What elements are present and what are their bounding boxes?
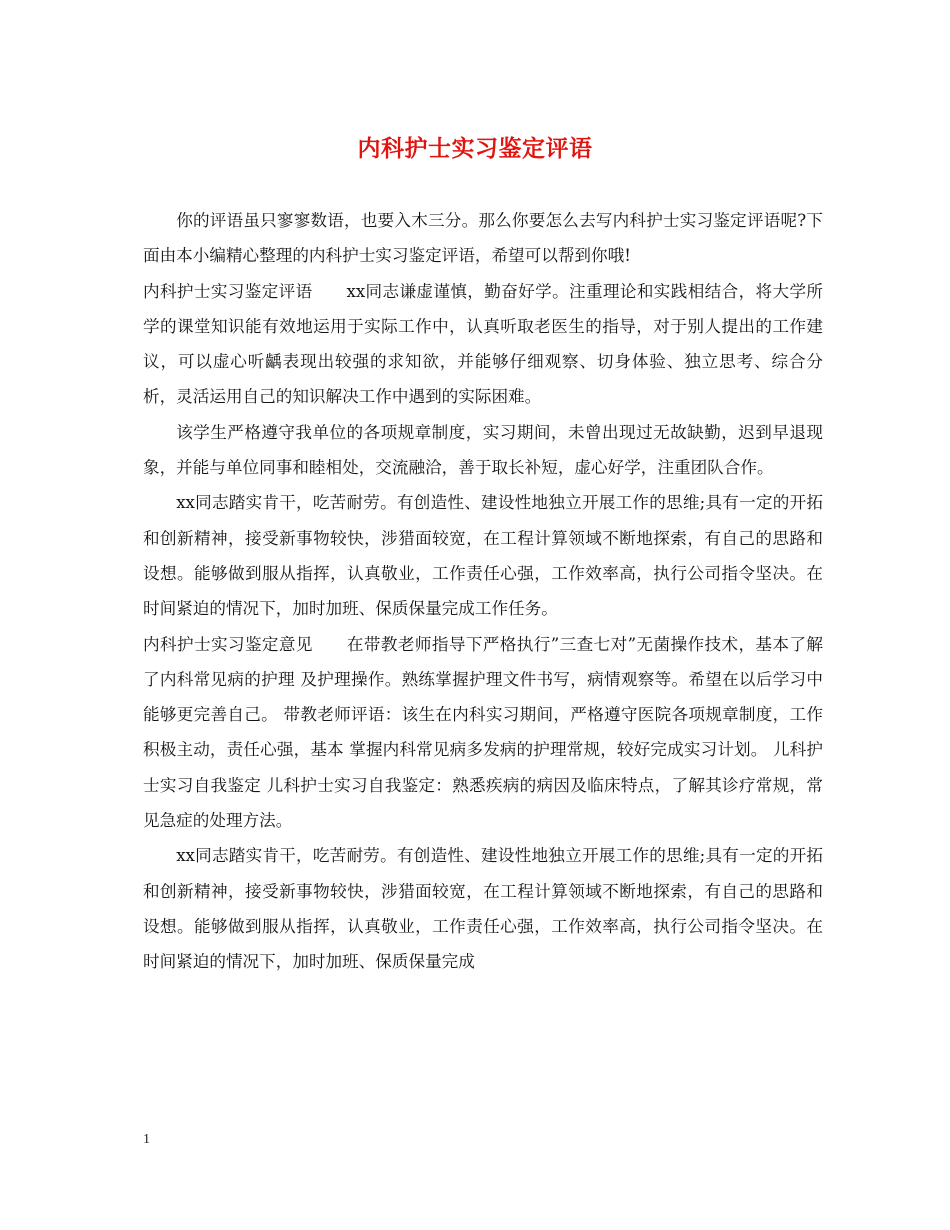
paragraph-discipline: 该学生严格遵守我单位的各项规章制度，实习期间，未曾出现过无故缺勤，迟到早退现象，并能与单位同事和睦相处，交流融洽，善于取长补短，虚心好学，注重团队合作。: [143, 422, 823, 478]
paragraph-intro: 你的评语虽只寥寥数语，也要入木三分。那么你要怎么去写内科护士实习鉴定评语呢?下面由本小编精心整理的内科护士实习鉴定评语，希望可以帮到你哦!: [143, 211, 823, 266]
paragraph-work-attitude-repeat: xx同志踏实肯干，吃苦耐劳。有创造性、建设性地独立开展工作的思维;具有一定的开拓和创新精神，接受新事物较快，涉猎面较宽，在工程计算领域不断地探索，有自己的思路和设想。能够做到服从指挥，认真敬业，工作责任心强，工作效率高，执行公司指令坚决。在时间紧迫的情况下，加时加班、保质保量完成: [143, 846, 823, 972]
paragraph-work-attitude: xx同志踏实肯干，吃苦耐劳。有创造性、建设性地独立开展工作的思维;具有一定的开拓和创新精神，接受新事物较快，涉猎面较宽，在工程计算领域不断地探索，有自己的思路和设想。能够做到服从指挥，认真敬业，工作责任心强，工作效率高，执行公司指令坚决。在时间紧迫的情况下，加时加班、保质保量完成工作任务。: [143, 493, 823, 619]
paragraph-evaluation: 内科护士实习鉴定评语 xx同志谦虚谨慎，勤奋好学。注重理论和实践相结合，将大学所学的课堂知识能有效地运用于实际工作中，认真听取老医生的指导，对于别人提出的工作建议，可以虚心听齲表现出较强的求知欲，并能够仔细观察、切身体验、独立思考、综合分析，灵活运用自己的知识解决工作中遇到的实际困难。: [143, 281, 823, 407]
document-title: 内科护士实习鉴定评语: [357, 135, 593, 162]
paragraph-opinion: 内科护士实习鉴定意见 在带教老师指导下严格执行”三查七对”无菌操作技术，基本了解了内科常见病的护理 及护理操作。熟练掌握护理文件书写，病情观察等。希望在以后学习中能够更完善自己。 带教老师评语：该生在内科实习期间，严格遵守医院各项规章制度，工作积极主动，责任心强，基本 掌握内科常见病多发病的护理常规，较好完成实习计划。 儿科护士实习自我鉴定 儿科护士实习自我鉴定：熟悉疾病的病因及临床特点，了解其诊疗常规，常见急症的处理方法。: [143, 634, 823, 831]
document-body: [143, 203, 823, 980]
page-number: 1: [143, 1132, 150, 1147]
